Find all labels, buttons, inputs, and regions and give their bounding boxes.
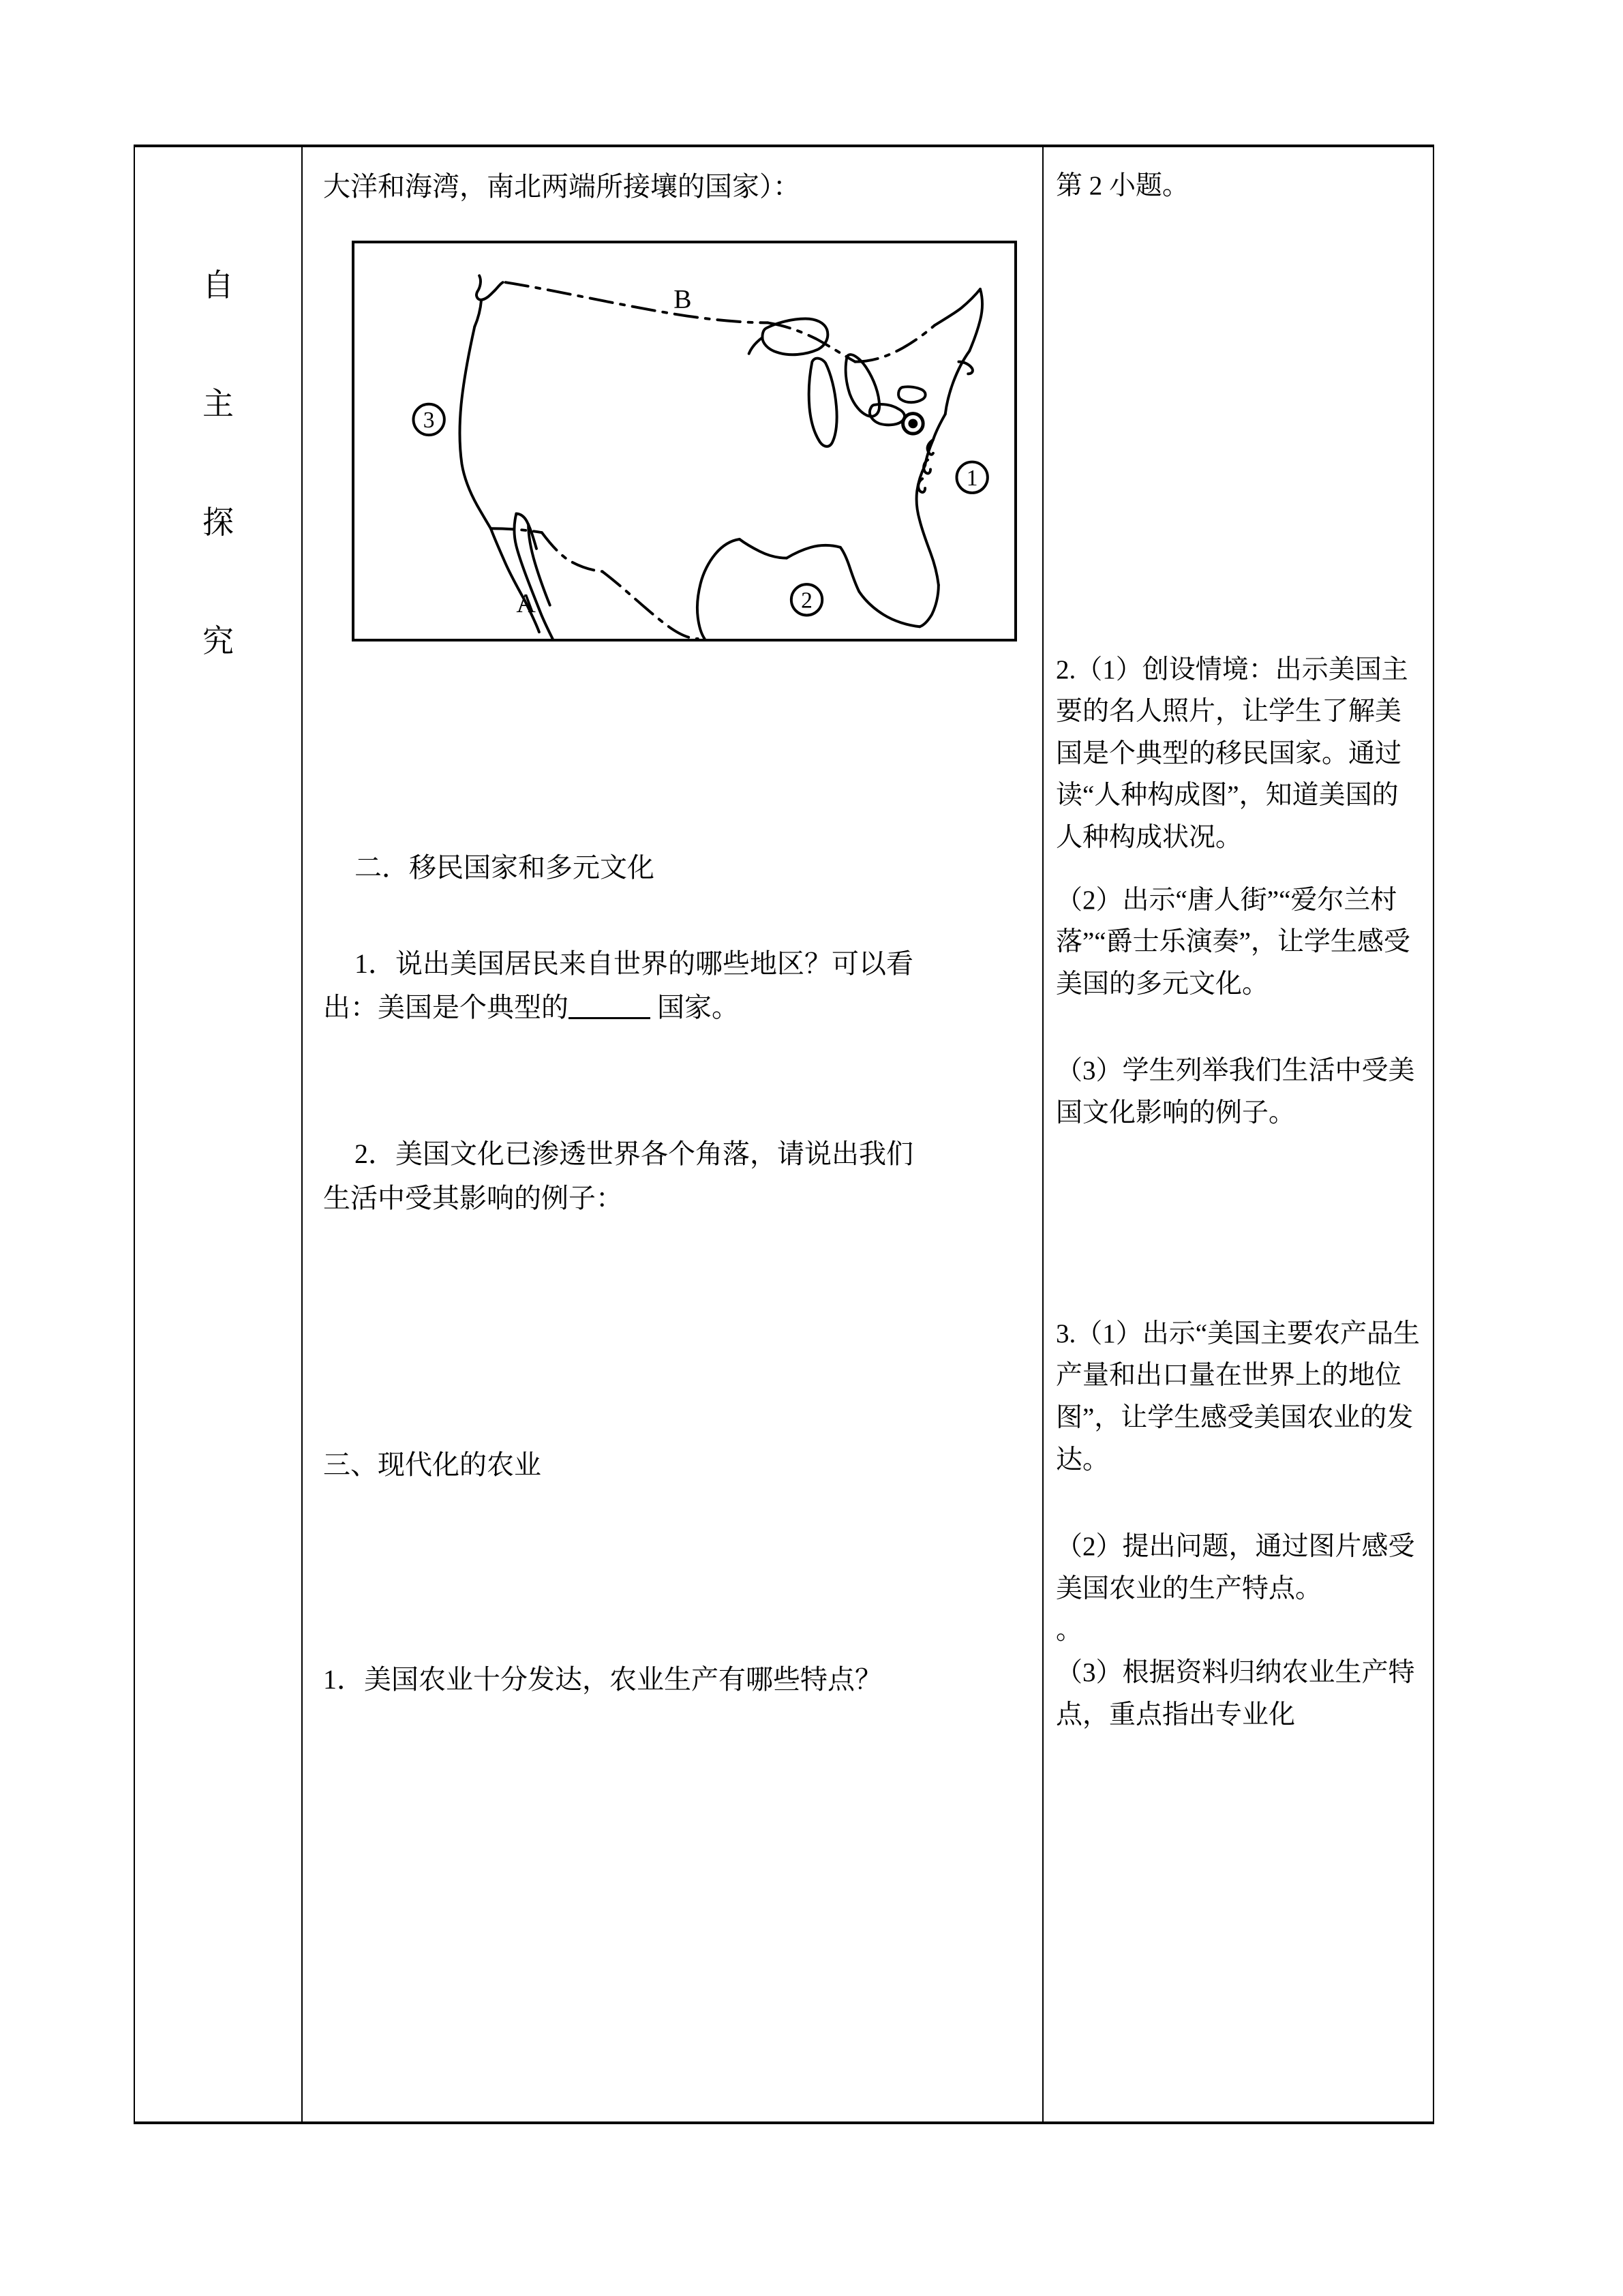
- q1-line2-before: 出：美国是个典型的: [323, 992, 568, 1023]
- teacher-notes: [1044, 147, 1433, 1736]
- lesson-content: [303, 147, 1042, 1702]
- map-label-circle-2: [791, 584, 822, 615]
- lesson-plan-table: [134, 145, 1434, 2124]
- map-label-circle-1: [956, 462, 987, 492]
- section-two-q2-line2: 生活中受其影响的例子：: [323, 1182, 623, 1213]
- map-label-a: A: [516, 588, 536, 618]
- section-three-heading: 三、现代化的农业: [323, 1449, 541, 1480]
- teacher-notes-cell: [1043, 146, 1434, 2123]
- map-label-b: B: [673, 284, 692, 314]
- svg-text:2: 2: [801, 588, 813, 614]
- activity-phase-cell: [134, 146, 302, 2123]
- lesson-content-cell: [302, 146, 1043, 2123]
- note-3-item-1: 3.（1）出示“美国主要农产品生产量和出口量在世界上的地位图”，让学生感受美国农业的发达。: [1056, 1318, 1421, 1475]
- note-3-item-3: （3）根据资料归纳农业生产特点，重点指出专业化: [1056, 1657, 1415, 1729]
- q1-line2-after: 国家。: [657, 992, 739, 1023]
- answer-blank[interactable]: [568, 1017, 650, 1019]
- map-label-circle-3: [413, 404, 444, 435]
- section-two-heading: 二．移民国家和多元文化: [354, 851, 654, 883]
- vertical-label: [135, 147, 301, 2121]
- map-svg: [354, 243, 1014, 639]
- usa-outline-map: [352, 241, 1017, 641]
- svg-text:3: 3: [423, 407, 435, 433]
- note-2-item-2: （2）出示“唐人街”“爱尔兰村落”“爵士乐演奏”，让学生感受美国的多元文化。: [1056, 885, 1410, 999]
- vlabel-char-4: 究: [202, 624, 234, 659]
- note-2-item-3: （3）学生列举我们生活中受美国文化影响的例子。: [1056, 1056, 1415, 1128]
- vlabel-char-2: 主: [202, 387, 234, 421]
- note-top: 第 2 小题。: [1056, 171, 1189, 200]
- section-two-q2-line1: 2．美国文化已渗透世界各个角落，请说出我们: [354, 1138, 913, 1170]
- note-3-stray-mark: 。: [1056, 1616, 1083, 1646]
- section-two-q1-line2: [323, 986, 1022, 1030]
- note-2-item-1: 2.（1）创设情境：出示美国主要的名人照片，让学生了解美国是个典型的移民国家。通过读“人种构成图”，知道美国的人种构成状况。: [1056, 654, 1408, 853]
- note-3-item-2: （2）提出问题，通过图片感受美国农业的生产特点。: [1056, 1532, 1415, 1603]
- vlabel-char-3: 探: [202, 505, 234, 540]
- section-two-q1-line1: 1．说出美国居民来自世界的哪些地区？可以看: [354, 948, 913, 979]
- vlabel-char-1: 自: [202, 268, 234, 303]
- svg-text:1: 1: [966, 465, 978, 491]
- header-line: 大洋和海湾，南北两端所接壤的国家）：: [323, 171, 800, 202]
- capital-city-marker: [903, 413, 924, 434]
- section-three-q1: 1．美国农业十分发达，农业生产有哪些特点？: [323, 1663, 882, 1695]
